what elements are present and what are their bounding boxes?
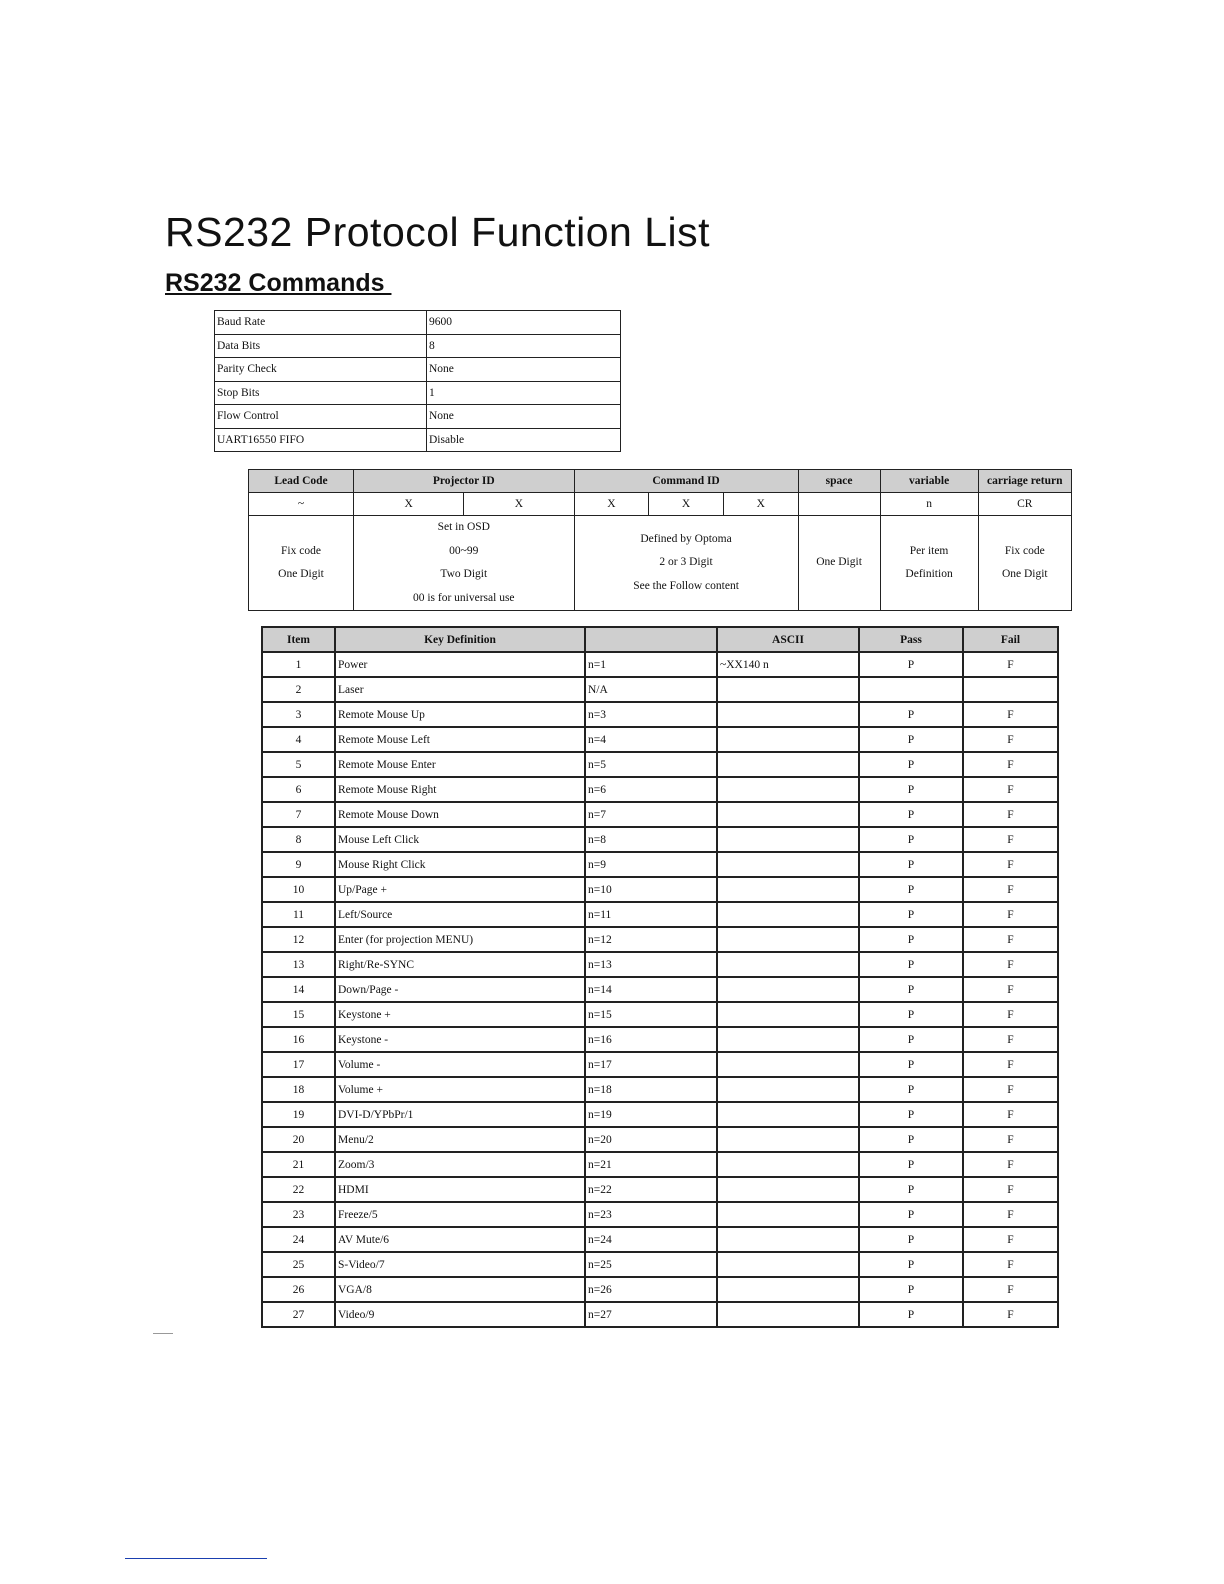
pass-mark (859, 677, 963, 702)
setting-value: None (427, 405, 621, 429)
fail-mark: F (963, 952, 1058, 977)
page-title: RS232 Protocol Function List (165, 209, 710, 255)
n-value: n=3 (585, 702, 717, 727)
ascii-command (717, 1302, 859, 1327)
n-value: n=21 (585, 1152, 717, 1177)
command-row (262, 877, 1058, 902)
header-fail: Fail (963, 627, 1058, 652)
n-value: n=22 (585, 1177, 717, 1202)
pass-mark: P (859, 702, 963, 727)
ascii-command (717, 927, 859, 952)
header-ascii: ASCII (717, 627, 859, 652)
command-format-table (248, 469, 1072, 611)
n-value: n=8 (585, 827, 717, 852)
command-id-digit-2: X (649, 493, 724, 516)
fail-mark: F (963, 802, 1058, 827)
setting-key: Flow Control (215, 405, 427, 429)
pass-mark: P (859, 1002, 963, 1027)
n-value: n=1 (585, 652, 717, 677)
format-desc-row (249, 516, 1072, 611)
command-row (262, 1127, 1058, 1152)
fail-mark: F (963, 1027, 1058, 1052)
fail-mark: F (963, 902, 1058, 927)
command-row (262, 727, 1058, 752)
pass-mark: P (859, 1227, 963, 1252)
settings-row (215, 311, 621, 335)
settings-row (215, 358, 621, 382)
n-value: n=17 (585, 1052, 717, 1077)
n-value: n=19 (585, 1102, 717, 1127)
item-number: 15 (262, 1002, 335, 1027)
key-definition: Left/Source (335, 902, 585, 927)
n-value: n=20 (585, 1127, 717, 1152)
pass-mark: P (859, 1252, 963, 1277)
fail-mark: F (963, 1152, 1058, 1177)
n-value: n=10 (585, 877, 717, 902)
command-row (262, 902, 1058, 927)
key-definition: Volume + (335, 1077, 585, 1102)
fail-mark: F (963, 727, 1058, 752)
section-subtitle: RS232 Commands (165, 269, 392, 297)
command-row (262, 802, 1058, 827)
ascii-command: ~XX140 n (717, 652, 859, 677)
fail-mark: F (963, 1252, 1058, 1277)
pass-mark: P (859, 1177, 963, 1202)
fail-mark: F (963, 1202, 1058, 1227)
n-value: n=11 (585, 902, 717, 927)
footer-link-underline (125, 1558, 267, 1559)
item-number: 21 (262, 1152, 335, 1177)
pass-mark: P (859, 1302, 963, 1327)
setting-value: 8 (427, 334, 621, 358)
pass-mark: P (859, 952, 963, 977)
key-definition: S-Video/7 (335, 1252, 585, 1277)
item-number: 19 (262, 1102, 335, 1127)
command-row (262, 1002, 1058, 1027)
setting-key: Parity Check (215, 358, 427, 382)
header-projector-id: Projector ID (354, 470, 575, 493)
pass-mark: P (859, 1127, 963, 1152)
key-definition: Mouse Left Click (335, 827, 585, 852)
key-definition: HDMI (335, 1177, 585, 1202)
settings-row (215, 334, 621, 358)
key-definition: Remote Mouse Down (335, 802, 585, 827)
command-row (262, 777, 1058, 802)
n-value: n=6 (585, 777, 717, 802)
fail-mark: F (963, 1102, 1058, 1127)
ascii-command (717, 1227, 859, 1252)
n-value: n=25 (585, 1252, 717, 1277)
command-id-digit-3: X (723, 493, 798, 516)
fail-mark: F (963, 1002, 1058, 1027)
fail-mark: F (963, 977, 1058, 1002)
command-row (262, 952, 1058, 977)
fail-mark: F (963, 1127, 1058, 1152)
pass-mark: P (859, 652, 963, 677)
command-row (262, 1052, 1058, 1077)
command-list-table (261, 626, 1059, 1328)
command-row (262, 827, 1058, 852)
format-header-row (249, 470, 1072, 493)
n-value: n=4 (585, 727, 717, 752)
n-value: n=27 (585, 1302, 717, 1327)
ascii-command (717, 727, 859, 752)
header-command-id: Command ID (574, 470, 798, 493)
setting-key: Baud Rate (215, 311, 427, 335)
key-definition: Remote Mouse Right (335, 777, 585, 802)
ascii-command (717, 1002, 859, 1027)
settings-row (215, 428, 621, 452)
fail-mark: F (963, 1277, 1058, 1302)
item-number: 14 (262, 977, 335, 1002)
pass-mark: P (859, 1077, 963, 1102)
setting-value: None (427, 358, 621, 382)
pass-mark: P (859, 752, 963, 777)
pass-mark: P (859, 852, 963, 877)
item-number: 13 (262, 952, 335, 977)
pass-mark: P (859, 802, 963, 827)
fail-mark: F (963, 1052, 1058, 1077)
command-row (262, 752, 1058, 777)
ascii-command (717, 1252, 859, 1277)
key-definition: Menu/2 (335, 1127, 585, 1152)
space-value (798, 493, 880, 516)
carriage-return-desc: Fix code One Digit (978, 516, 1071, 611)
command-row (262, 702, 1058, 727)
fail-mark: F (963, 1302, 1058, 1327)
pass-mark: P (859, 777, 963, 802)
command-row (262, 1152, 1058, 1177)
pass-mark: P (859, 1102, 963, 1127)
pass-mark: P (859, 827, 963, 852)
fail-mark: F (963, 777, 1058, 802)
setting-key: UART16550 FIFO (215, 428, 427, 452)
pass-mark: P (859, 877, 963, 902)
item-number: 2 (262, 677, 335, 702)
carriage-return-value: CR (978, 493, 1071, 516)
pass-mark: P (859, 1052, 963, 1077)
ascii-command (717, 777, 859, 802)
key-definition: Remote Mouse Enter (335, 752, 585, 777)
n-value: n=14 (585, 977, 717, 1002)
n-value: n=9 (585, 852, 717, 877)
settings-row (215, 405, 621, 429)
n-value: n=26 (585, 1277, 717, 1302)
command-header-row (262, 627, 1058, 652)
key-definition: Right/Re-SYNC (335, 952, 585, 977)
pass-mark: P (859, 902, 963, 927)
ascii-command (717, 1127, 859, 1152)
pass-mark: P (859, 1152, 963, 1177)
command-id-digit-1: X (574, 493, 649, 516)
ascii-command (717, 802, 859, 827)
item-number: 22 (262, 1177, 335, 1202)
serial-settings-table (214, 310, 621, 452)
item-number: 26 (262, 1277, 335, 1302)
pass-mark: P (859, 727, 963, 752)
header-blank (585, 627, 717, 652)
item-number: 17 (262, 1052, 335, 1077)
ascii-command (717, 1202, 859, 1227)
command-row (262, 1077, 1058, 1102)
header-variable: variable (880, 470, 978, 493)
item-number: 24 (262, 1227, 335, 1252)
header-carriage-return: carriage return (978, 470, 1071, 493)
command-row (262, 1202, 1058, 1227)
key-definition: Volume - (335, 1052, 585, 1077)
ascii-command (717, 1277, 859, 1302)
item-number: 10 (262, 877, 335, 902)
ascii-command (717, 752, 859, 777)
item-number: 25 (262, 1252, 335, 1277)
variable-desc: Per item Definition (880, 516, 978, 611)
key-definition: Video/9 (335, 1302, 585, 1327)
command-row (262, 977, 1058, 1002)
ascii-command (717, 677, 859, 702)
fail-mark: F (963, 752, 1058, 777)
n-value: n=5 (585, 752, 717, 777)
footer-mark (153, 1333, 173, 1334)
key-definition: Keystone + (335, 1002, 585, 1027)
header-item: Item (262, 627, 335, 652)
item-number: 16 (262, 1027, 335, 1052)
lead-code-value: ~ (249, 493, 354, 516)
item-number: 11 (262, 902, 335, 927)
item-number: 27 (262, 1302, 335, 1327)
lead-code-desc: Fix code One Digit (249, 516, 354, 611)
n-value: n=7 (585, 802, 717, 827)
command-row (262, 852, 1058, 877)
ascii-command (717, 1052, 859, 1077)
key-definition: DVI-D/YPbPr/1 (335, 1102, 585, 1127)
fail-mark: F (963, 1227, 1058, 1252)
n-value: N/A (585, 677, 717, 702)
item-number: 4 (262, 727, 335, 752)
variable-value: n (880, 493, 978, 516)
key-definition: AV Mute/6 (335, 1227, 585, 1252)
ascii-command (717, 702, 859, 727)
header-space: space (798, 470, 880, 493)
command-row (262, 1027, 1058, 1052)
ascii-command (717, 1102, 859, 1127)
key-definition: Mouse Right Click (335, 852, 585, 877)
key-definition: Remote Mouse Left (335, 727, 585, 752)
item-number: 6 (262, 777, 335, 802)
fail-mark: F (963, 652, 1058, 677)
pass-mark: P (859, 927, 963, 952)
ascii-command (717, 877, 859, 902)
item-number: 5 (262, 752, 335, 777)
ascii-command (717, 1177, 859, 1202)
ascii-command (717, 902, 859, 927)
pass-mark: P (859, 1277, 963, 1302)
item-number: 20 (262, 1127, 335, 1152)
settings-row (215, 381, 621, 405)
pass-mark: P (859, 1202, 963, 1227)
n-value: n=16 (585, 1027, 717, 1052)
n-value: n=18 (585, 1077, 717, 1102)
item-number: 8 (262, 827, 335, 852)
key-definition: Zoom/3 (335, 1152, 585, 1177)
ascii-command (717, 977, 859, 1002)
setting-value: Disable (427, 428, 621, 452)
fail-mark: F (963, 1077, 1058, 1102)
key-definition: Enter (for projection MENU) (335, 927, 585, 952)
n-value: n=23 (585, 1202, 717, 1227)
item-number: 18 (262, 1077, 335, 1102)
header-key-definition: Key Definition (335, 627, 585, 652)
n-value: n=15 (585, 1002, 717, 1027)
pass-mark: P (859, 1027, 963, 1052)
setting-key: Data Bits (215, 334, 427, 358)
key-definition: Freeze/5 (335, 1202, 585, 1227)
key-definition: Remote Mouse Up (335, 702, 585, 727)
item-number: 1 (262, 652, 335, 677)
format-value-row (249, 493, 1072, 516)
command-row (262, 1102, 1058, 1127)
item-number: 3 (262, 702, 335, 727)
ascii-command (717, 852, 859, 877)
ascii-command (717, 1027, 859, 1052)
setting-value: 9600 (427, 311, 621, 335)
key-definition: Keystone - (335, 1027, 585, 1052)
key-definition: Laser (335, 677, 585, 702)
fail-mark (963, 677, 1058, 702)
key-definition: VGA/8 (335, 1277, 585, 1302)
command-row (262, 1227, 1058, 1252)
n-value: n=24 (585, 1227, 717, 1252)
item-number: 23 (262, 1202, 335, 1227)
key-definition: Power (335, 652, 585, 677)
n-value: n=12 (585, 927, 717, 952)
space-desc: One Digit (798, 516, 880, 611)
header-pass: Pass (859, 627, 963, 652)
ascii-command (717, 952, 859, 977)
ascii-command (717, 827, 859, 852)
fail-mark: F (963, 927, 1058, 952)
command-row (262, 652, 1058, 677)
command-id-desc: Defined by Optoma 2 or 3 Digit See the Follow content (574, 516, 798, 611)
item-number: 7 (262, 802, 335, 827)
key-definition: Up/Page + (335, 877, 585, 902)
command-row (262, 1277, 1058, 1302)
pass-mark: P (859, 977, 963, 1002)
projector-id-desc: Set in OSD 00~99 Two Digit 00 is for universal use (354, 516, 575, 611)
header-lead-code: Lead Code (249, 470, 354, 493)
ascii-command (717, 1077, 859, 1102)
fail-mark: F (963, 852, 1058, 877)
setting-value: 1 (427, 381, 621, 405)
command-row (262, 1252, 1058, 1277)
setting-key: Stop Bits (215, 381, 427, 405)
command-row (262, 927, 1058, 952)
fail-mark: F (963, 702, 1058, 727)
n-value: n=13 (585, 952, 717, 977)
item-number: 12 (262, 927, 335, 952)
item-number: 9 (262, 852, 335, 877)
projector-id-digit-2: X (464, 493, 574, 516)
command-row (262, 677, 1058, 702)
fail-mark: F (963, 877, 1058, 902)
fail-mark: F (963, 1177, 1058, 1202)
command-row (262, 1302, 1058, 1327)
ascii-command (717, 1152, 859, 1177)
command-row (262, 1177, 1058, 1202)
fail-mark: F (963, 827, 1058, 852)
projector-id-digit-1: X (354, 493, 464, 516)
key-definition: Down/Page - (335, 977, 585, 1002)
